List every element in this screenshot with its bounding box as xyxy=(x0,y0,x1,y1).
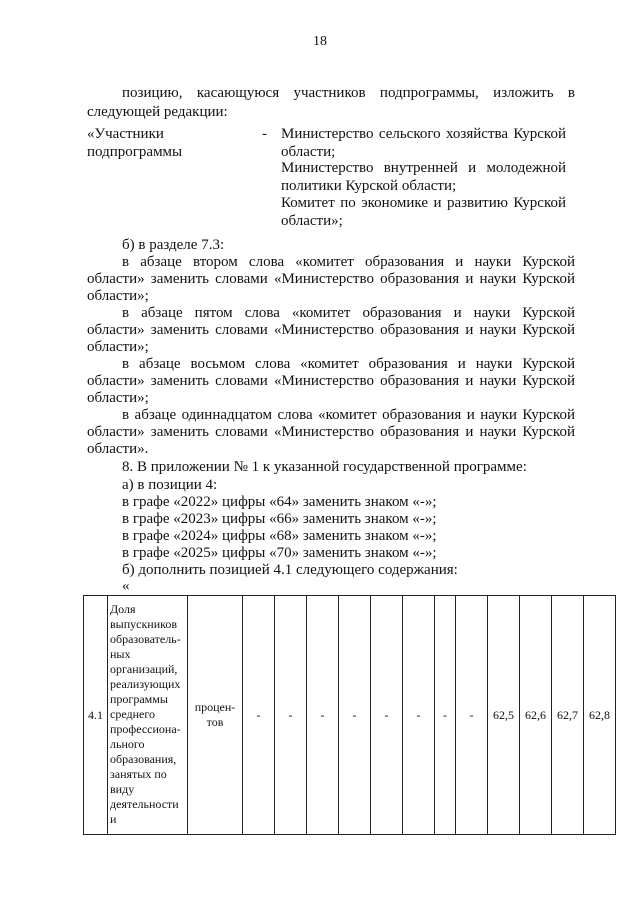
participants-dash: - xyxy=(262,126,267,142)
section-7-3-line-8: области» заменить словами «Министерство образования и науки Курской xyxy=(87,373,575,389)
section-7-3-line-11: области» заменить словами «Министерство образования и науки Курской xyxy=(87,424,575,440)
section-7-3-line-10: в абзаце одиннадцатом слова «комитет образования и науки Курской xyxy=(122,407,575,423)
indicator-name-line: занятых по xyxy=(110,767,167,781)
indicator-name-line: Доля xyxy=(110,602,136,616)
section-7-3-line-4: в абзаце пятом слова «комитет образования и науки Курской xyxy=(122,305,575,321)
appendix-line-6: в графе «2025» цифры «70» заменить знаком «-»; xyxy=(122,545,437,561)
appendix-line-4: в графе «2023» цифры «66» заменить знаком «-»; xyxy=(122,511,437,527)
appendix-line-7: б) дополнить позицией 4.1 следующего содержания: xyxy=(122,562,458,578)
appendix-quote-open: « xyxy=(122,578,130,594)
indicator-table xyxy=(83,595,616,835)
participants-line-1: Министерство сельского хозяйства Курской xyxy=(281,126,566,142)
section-7-3-line-6: области»; xyxy=(87,339,149,355)
table-row xyxy=(84,596,616,835)
value-cell: 62,7 xyxy=(552,596,584,835)
value-cell: - xyxy=(403,596,435,835)
value-cell: - xyxy=(371,596,403,835)
participants-line-2: области; xyxy=(281,144,336,160)
value-cell: - xyxy=(307,596,339,835)
value-cell: 62,8 xyxy=(584,596,616,835)
intro-line-1: позицию, касающуюся участников подпрограммы, изложить в xyxy=(122,85,575,101)
section-7-3-line-7: в абзаце восьмом слова «комитет образования и науки Курской xyxy=(122,356,575,372)
indicator-name-cell xyxy=(108,596,188,835)
value-cell: - xyxy=(456,596,488,835)
indicator-name-line: образования, xyxy=(110,752,177,766)
section-7-3-line-2: области» заменить словами «Министерство образования и науки Курской xyxy=(87,271,575,287)
indicator-name-line: выпускников xyxy=(110,617,178,631)
value-cell: - xyxy=(275,596,307,835)
intro-line-2: следующей редакции: xyxy=(87,104,228,120)
value-cell: - xyxy=(243,596,275,835)
indicator-name-line: профессиона- xyxy=(110,722,181,736)
participants-line-4: политики Курской области; xyxy=(281,178,457,194)
indicator-name-line: виду xyxy=(110,782,135,796)
value-cell: - xyxy=(339,596,371,835)
row-number-cell: 4.1 xyxy=(84,596,108,835)
unit-cell xyxy=(188,596,243,835)
participants-line-6: области»; xyxy=(281,213,343,229)
indicator-name-line: организаций, xyxy=(110,662,178,676)
value-cell: 62,6 xyxy=(520,596,552,835)
participants-line-3: Министерство внутренней и молодежной xyxy=(281,160,566,176)
unit-line-2: тов xyxy=(206,715,224,729)
page-number: 18 xyxy=(313,34,327,49)
section-7-3-line-1: в абзаце втором слова «комитет образования и науки Курской xyxy=(122,254,575,270)
value-cell: - xyxy=(435,596,456,835)
section-7-3-line-9: области»; xyxy=(87,390,149,406)
indicator-name-line: реализующих xyxy=(110,677,181,691)
participants-label-1: «Участники xyxy=(87,126,164,142)
section-7-3-line-3: области»; xyxy=(87,288,149,304)
appendix-line-5: в графе «2024» цифры «68» заменить знаком «-»; xyxy=(122,528,437,544)
indicator-name-line: ных xyxy=(110,647,131,661)
section-7-3-heading: б) в разделе 7.3: xyxy=(122,237,225,253)
section-7-3-line-5: области» заменить словами «Министерство образования и науки Курской xyxy=(87,322,575,338)
value-cell: 62,5 xyxy=(488,596,520,835)
section-7-3-line-12: области». xyxy=(87,441,149,457)
participants-line-5: Комитет по экономике и развитию Курской xyxy=(281,195,566,211)
appendix-line-1: 8. В приложении № 1 к указанной государственной программе: xyxy=(122,459,527,475)
indicator-name-line: образователь- xyxy=(110,632,181,646)
indicator-name-line: деятельности xyxy=(110,797,179,811)
participants-label-2: подпрограммы xyxy=(87,144,183,160)
indicator-name-line: льного xyxy=(110,737,145,751)
appendix-line-3: в графе «2022» цифры «64» заменить знаком «-»; xyxy=(122,494,437,510)
unit-line-1: процен- xyxy=(194,700,236,714)
appendix-line-2: а) в позиции 4: xyxy=(122,477,218,493)
indicator-name-line: программы xyxy=(110,692,168,706)
indicator-name-line: среднего xyxy=(110,707,155,721)
indicator-name-line: и xyxy=(110,812,117,826)
